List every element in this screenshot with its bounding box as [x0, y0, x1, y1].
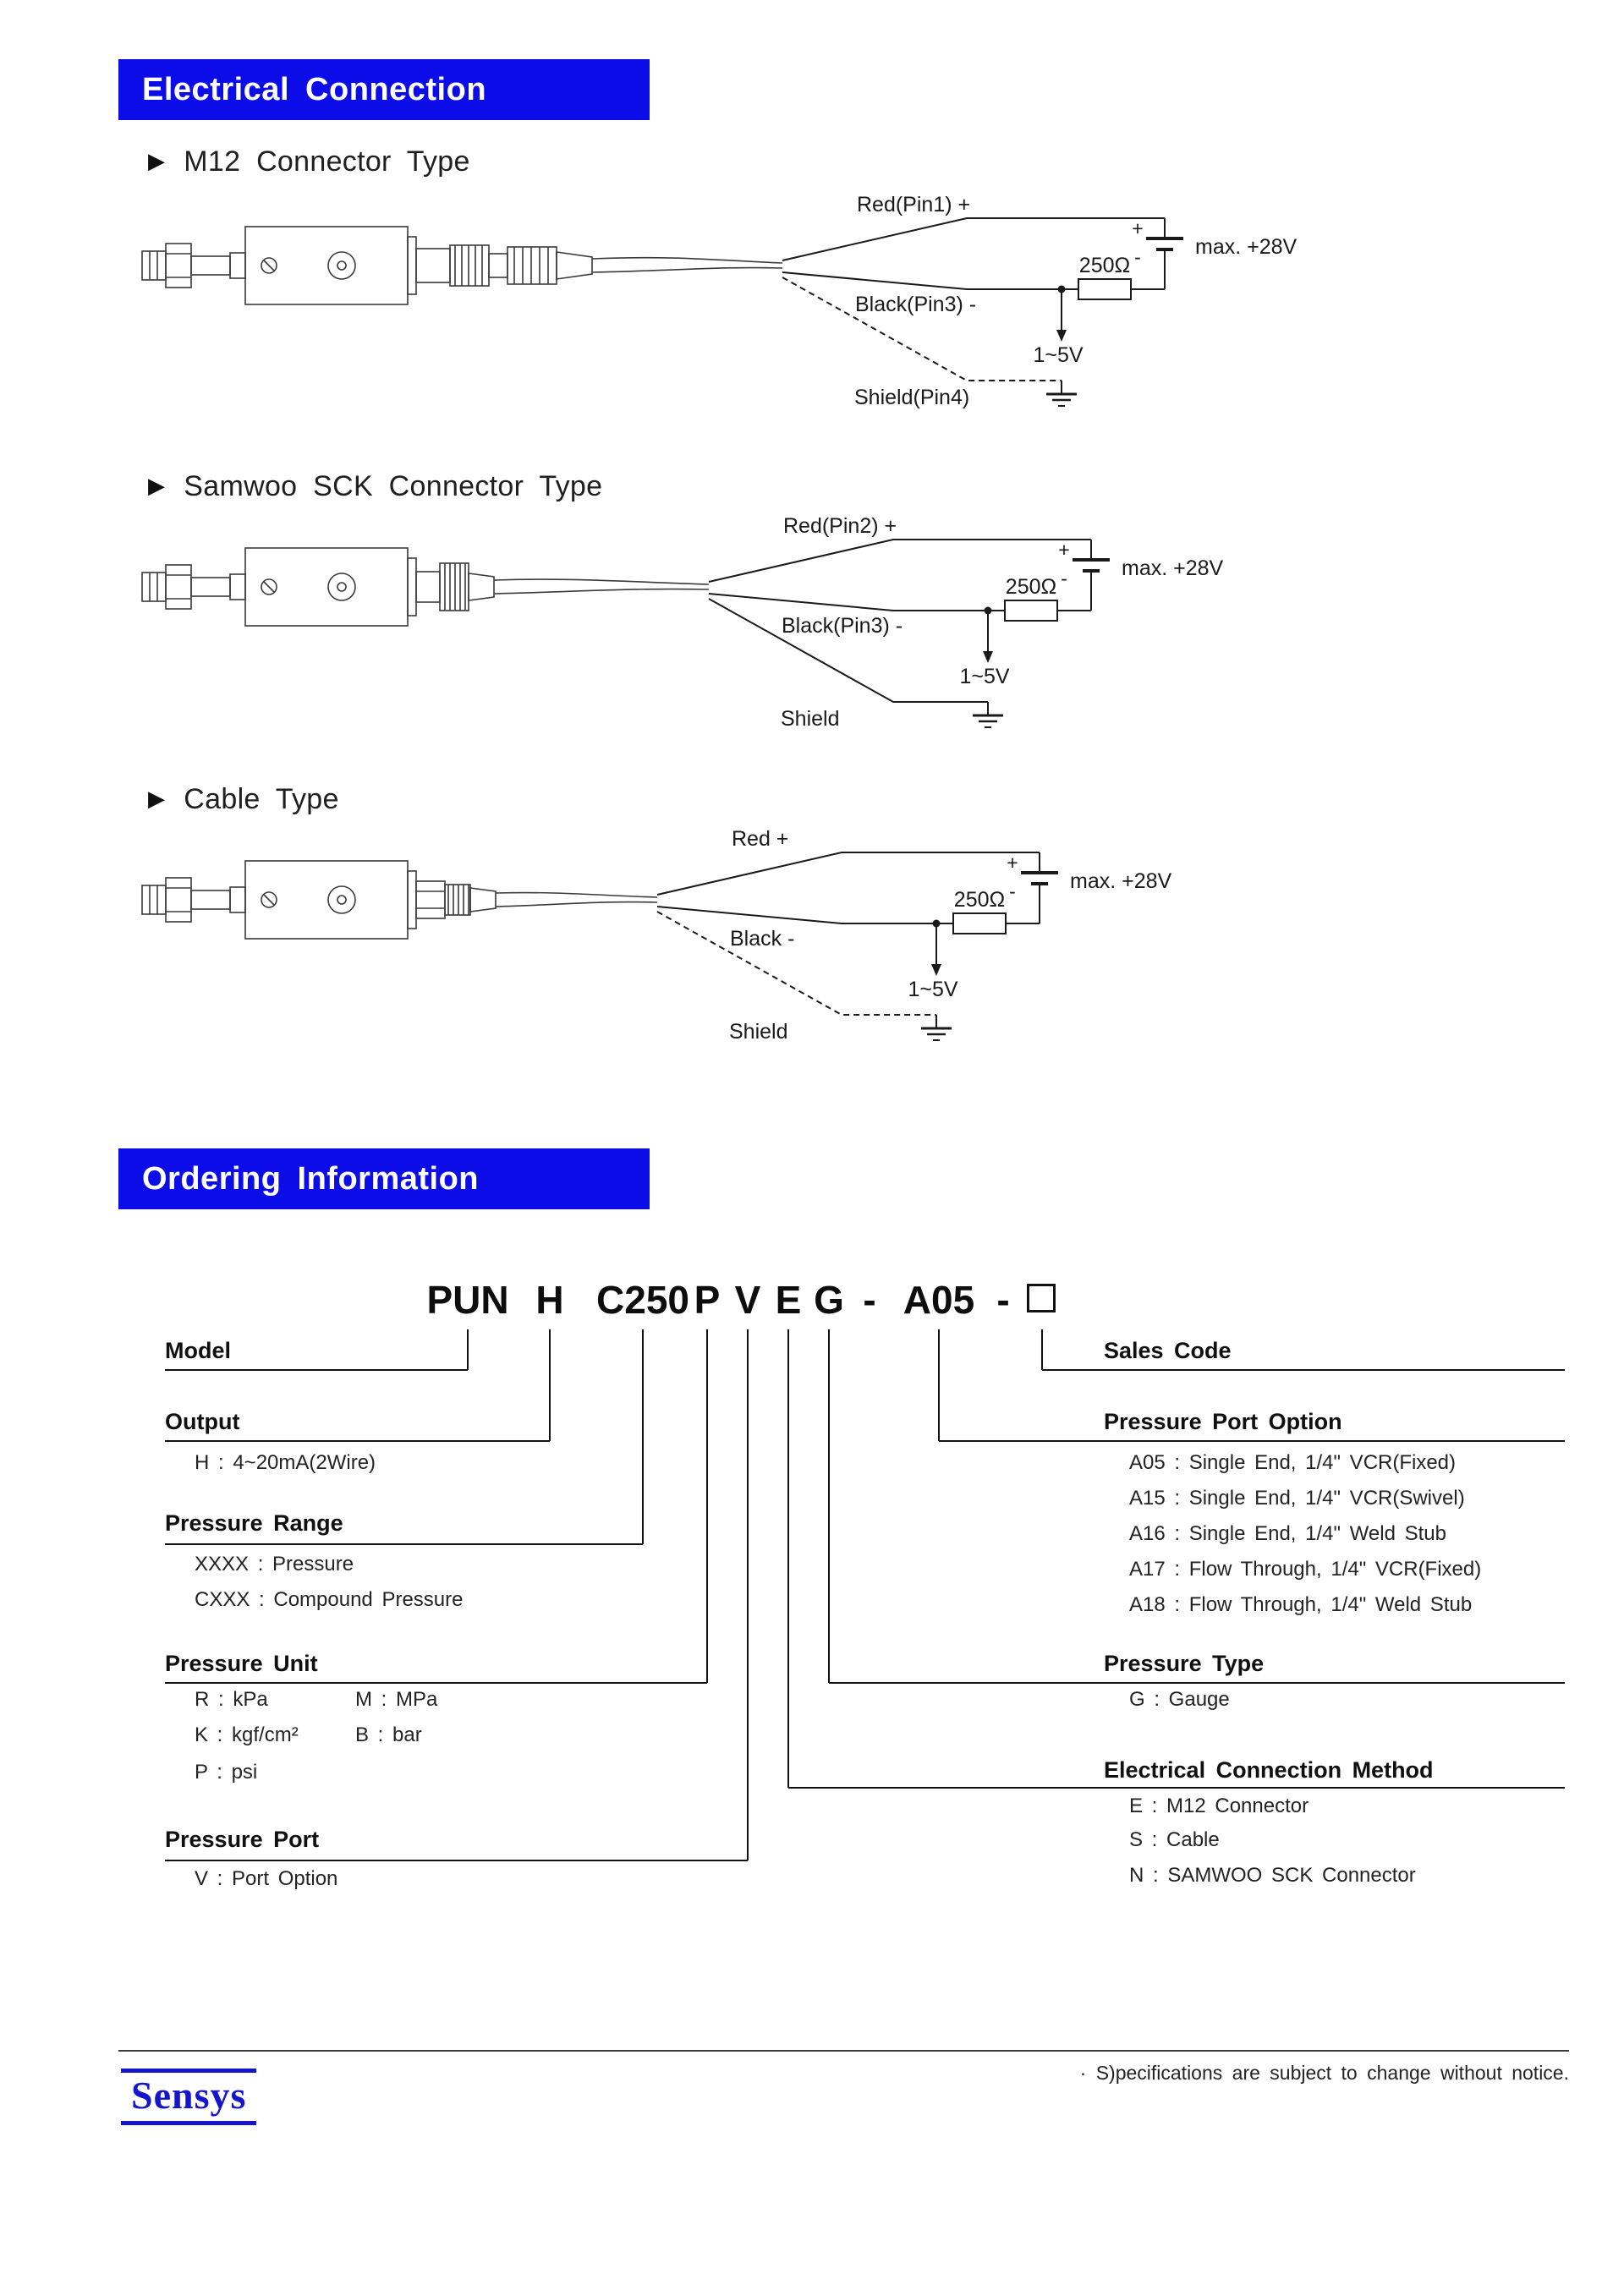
ground-symbol	[1046, 381, 1077, 406]
ordering-item: M : MPa	[355, 1688, 438, 1711]
black-wire-label: Black(Pin3) -	[855, 293, 977, 316]
heading-label: M12 Connector Type	[184, 145, 470, 178]
section-title: Ordering Information	[142, 1160, 479, 1197]
ordering-item: R : kPa	[195, 1688, 268, 1711]
battery-plus-label: +	[1058, 539, 1070, 561]
ordering-item: E : M12 Connector	[1129, 1795, 1309, 1817]
ordering-label-output: Output	[165, 1409, 240, 1434]
ordering-label-electrical-connection-method: Electrical Connection Method	[1104, 1757, 1434, 1783]
shield-wire-label: Shield	[781, 707, 840, 731]
resistor-label: 250Ω	[1078, 254, 1131, 277]
resistor-label: 250Ω	[953, 888, 1006, 912]
battery-symbol	[1007, 852, 1058, 923]
ordering-item: G : Gauge	[1129, 1688, 1230, 1711]
ground-symbol	[921, 1015, 952, 1040]
sck-connection-diagram	[118, 490, 1387, 770]
ordering-item: XXXX : Pressure	[195, 1553, 354, 1575]
ordering-label-pressure-unit: Pressure Unit	[165, 1651, 318, 1676]
section-title: Electrical Connection	[142, 71, 487, 107]
model-code-segment-series: PUN	[426, 1278, 509, 1322]
resistor-label: 250Ω	[1005, 575, 1057, 599]
triangle-bullet-icon: ▶	[148, 473, 166, 498]
voltage-arrow	[983, 611, 993, 663]
black-wire-label: Black(Pin3) -	[782, 614, 903, 638]
signal-voltage-label: 1~5V	[908, 978, 958, 1001]
ordering-item: A18 : Flow Through, 1/4" Weld Stub	[1129, 1593, 1473, 1616]
sensys-logo: Sensys	[121, 2069, 256, 2125]
ground-symbol	[973, 702, 1003, 727]
ordering-item: A16 : Single End, 1/4" Weld Stub	[1129, 1522, 1446, 1545]
footer-note: · S)pecifications are subject to change without notice.	[1079, 2062, 1569, 2084]
shield-wire-label: Shield(Pin4)	[854, 386, 970, 409]
pressure-transmitter-drawing	[142, 861, 657, 939]
ordering-label-pressure-port: Pressure Port	[165, 1827, 320, 1852]
ordering-label-pressure-port-option: Pressure Port Option	[1104, 1409, 1342, 1434]
wiring-schematic	[657, 827, 1172, 1044]
section-header-electrical-connection	[118, 59, 650, 120]
red-wire-label: Red(Pin2) +	[783, 514, 897, 538]
model-code-segment-type: G	[814, 1278, 844, 1322]
ordering-item: A15 : Single End, 1/4" VCR(Swivel)	[1129, 1487, 1465, 1510]
battery-plus-label: +	[1007, 852, 1018, 874]
section-header-ordering-information	[118, 1148, 650, 1209]
battery-minus-label: -	[1134, 246, 1141, 268]
ordering-item: B : bar	[355, 1723, 422, 1746]
triangle-bullet-icon: ▶	[148, 786, 166, 811]
ordering-label-pressure-range: Pressure Range	[165, 1510, 343, 1536]
voltage-arrow	[931, 923, 941, 976]
ordering-item: H : 4~20mA(2Wire)	[195, 1451, 376, 1474]
voltage-arrow	[1056, 289, 1067, 342]
model-code-segment-port-option: A05	[903, 1278, 975, 1322]
ordering-item: A17 : Flow Through, 1/4" VCR(Fixed)	[1129, 1558, 1482, 1581]
resistor	[1005, 600, 1057, 621]
ordering-label-sales-code: Sales Code	[1104, 1338, 1232, 1363]
model-code-segment-unit: P	[694, 1278, 721, 1322]
heading-label: Cable Type	[184, 783, 339, 815]
supply-voltage-label: max. +28V	[1070, 869, 1172, 893]
supply-voltage-label: max. +28V	[1122, 556, 1224, 580]
shield-wire-label: Shield	[729, 1020, 788, 1044]
m12-connection-diagram	[118, 169, 1387, 448]
signal-voltage-label: 1~5V	[1033, 343, 1084, 367]
red-wire-label: Red(Pin1) +	[857, 193, 971, 216]
resistor	[1078, 279, 1131, 299]
ordering-item: A05 : Single End, 1/4" VCR(Fixed)	[1129, 1451, 1457, 1474]
pressure-transmitter-drawing	[142, 227, 782, 304]
resistor	[953, 913, 1006, 934]
triangle-bullet-icon: ▶	[148, 148, 166, 173]
model-code-segment-connection: E	[775, 1278, 802, 1322]
battery-symbol	[1132, 217, 1183, 289]
heading-label: Samwoo SCK Connector Type	[184, 470, 603, 502]
signal-voltage-label: 1~5V	[959, 665, 1010, 688]
model-code-segment-range: C250	[596, 1278, 689, 1322]
wiring-schematic	[709, 514, 1224, 731]
ordering-label-model: Model	[165, 1338, 231, 1363]
pressure-transmitter-drawing	[142, 548, 709, 626]
battery-plus-label: +	[1132, 217, 1144, 239]
ordering-item: V : Port Option	[195, 1867, 338, 1890]
shield-wire	[657, 912, 936, 1015]
model-code-segment-port: V	[734, 1278, 761, 1322]
battery-symbol	[1058, 539, 1110, 611]
red-wire-label: Red +	[732, 827, 789, 851]
model-code-dash: -	[863, 1278, 876, 1322]
ordering-item: P : psi	[195, 1761, 258, 1784]
supply-voltage-label: max. +28V	[1195, 235, 1298, 259]
ordering-item: K : kgf/cm²	[195, 1723, 299, 1746]
battery-minus-label: -	[1061, 567, 1067, 589]
black-wire-label: Black -	[730, 927, 795, 951]
model-code-segment-output: H	[535, 1278, 564, 1322]
footer-divider	[118, 2050, 1569, 2052]
ordering-label-pressure-type: Pressure Type	[1104, 1651, 1265, 1676]
ordering-item: CXXX : Compound Pressure	[195, 1588, 464, 1611]
cable-connection-diagram	[118, 803, 1387, 1082]
wiring-schematic	[782, 193, 1298, 409]
battery-minus-label: -	[1009, 880, 1016, 902]
ordering-item: S : Cable	[1129, 1828, 1220, 1851]
model-code-dash: -	[996, 1278, 1010, 1322]
ordering-item: N : SAMWOO SCK Connector	[1129, 1864, 1416, 1887]
